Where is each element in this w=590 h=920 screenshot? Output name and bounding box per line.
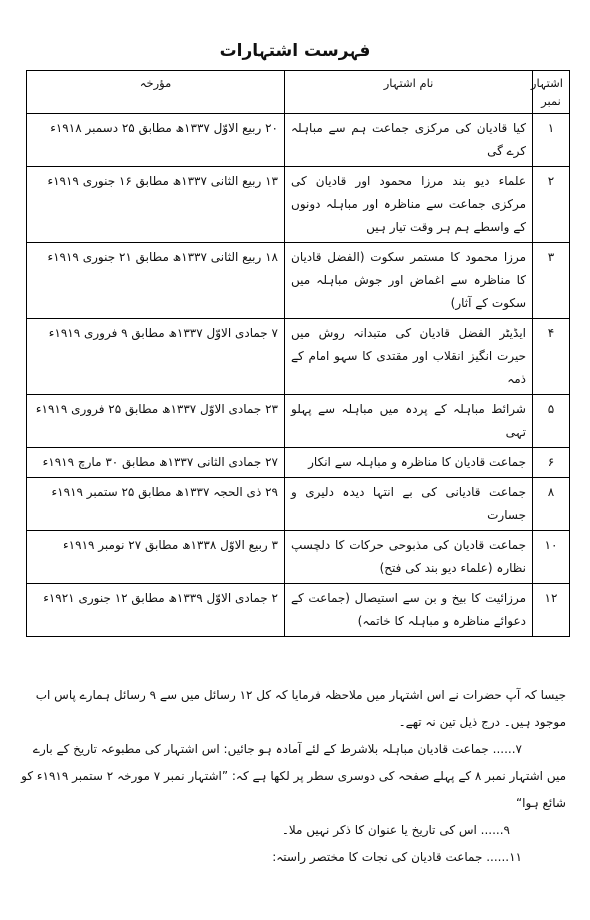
- row-number: ۴: [533, 319, 570, 395]
- row-number: ۱۰: [533, 531, 570, 584]
- table-row: [27, 531, 570, 584]
- row-number: ۵: [533, 395, 570, 448]
- notes-intro: جیسا کہ آپ حضرات نے اس اشتہار میں ملاحظہ فرمایا کہ کل ۱۲ رسائل میں سے ۹ رسائل ہمارے پاس اب موجود ہیں۔ درج ذیل تین نہ تھے۔: [35, 688, 566, 729]
- row-name: شرائط مباہلہ کے پردہ میں مباہلہ سے پہلو تہی: [285, 395, 533, 448]
- ads-table: [26, 70, 570, 637]
- row-date: ۳ ربیع الاوّل ۱۳۳۸ھ مطابق ۲۷ نومبر ۱۹۱۹ء: [27, 531, 285, 584]
- notes-section: [21, 682, 566, 871]
- row-number: ۸: [533, 478, 570, 531]
- row-date: ۷ جمادی الاوّل ۱۳۳۷ھ مطابق ۹ فروری ۱۹۱۹ء: [27, 319, 285, 395]
- row-name: کیا قادیان کی مرکزی جماعت ہم سے مباہلہ کرے گی: [285, 114, 533, 167]
- row-name: مرزا محمود کا مستمر سکوت (الفضل قادیان کا مناظرہ سے اغماض اور جوش مباہلہ میں سکوت کے آثار): [285, 243, 533, 319]
- row-name: جماعت قادیان کا مناظرہ و مباہلہ سے انکار: [285, 448, 533, 478]
- row-date: ۱۸ ربیع الثانی ۱۳۳۷ھ مطابق ۲۱ جنوری ۱۹۱۹ء: [27, 243, 285, 319]
- table-header-row: [27, 71, 570, 114]
- row-name: ایڈیٹر الفضل قادیان کی متبدانہ روش میں حیرت انگیز انقلاب اور مقتدی کا سہو امام کے ذمہ: [285, 319, 533, 395]
- row-date: ۲۳ جمادی الاوّل ۱۳۳۷ھ مطابق ۲۵ فروری ۱۹۱۹ء: [27, 395, 285, 448]
- row-number: ۳: [533, 243, 570, 319]
- table-row: [27, 478, 570, 531]
- col-header-date: مؤرخہ: [27, 71, 285, 114]
- col-header-name: نام اشتہار: [285, 71, 533, 114]
- note-item-7-continued: میں اشتہار نمبر ۸ کے پہلے صفحہ کی دوسری سطر پر لکھا ہے کہ: ”اشتہار نمبر ۷ مورخہ ۲ ستمبر ۱۹۱۹ء کو شائع ہوا“: [21, 769, 566, 810]
- table-row: [27, 584, 570, 637]
- col-header-number: اشتہار نمبر: [533, 71, 570, 114]
- row-number: ۱۲: [533, 584, 570, 637]
- row-number: ۱: [533, 114, 570, 167]
- table-row: [27, 243, 570, 319]
- row-name: مرزائیت کا بیخ و بن سے استیصال (جماعت کے دعوائے مناظرہ و مباہلہ کا خاتمہ): [285, 584, 533, 637]
- row-number: ۲: [533, 167, 570, 243]
- row-date: ۲۷ جمادی الثانی ۱۳۳۷ھ مطابق ۳۰ مارچ ۱۹۱۹ء: [27, 448, 285, 478]
- row-date: ۲۹ ذی الحجہ ۱۳۳۷ھ مطابق ۲۵ ستمبر ۱۹۱۹ء: [27, 478, 285, 531]
- table-row: [27, 114, 570, 167]
- row-date: ۲ جمادی الاوّل ۱۳۳۹ھ مطابق ۱۲ جنوری ۱۹۲۱ء: [27, 584, 285, 637]
- row-number: ۶: [533, 448, 570, 478]
- row-name: جماعت قادیان کی مذبوحی حرکات کا دلچسپ نظارہ (علماء دیو بند کی فتح): [285, 531, 533, 584]
- note-item-9: ۹...... اس کی تاریخ یا عنوان کا ذکر نہیں ملا۔: [281, 823, 510, 837]
- note-item-7: ۷...... جماعت قادیان مباہلہ بلاشرط کے لئے آمادہ ہو جائیں: اس اشتہار کی مطبوعہ تاریخ کے بارے: [32, 742, 522, 756]
- table-row: [27, 395, 570, 448]
- page-title: فہرست اشتہارات: [219, 41, 371, 61]
- table-row: [27, 167, 570, 243]
- table-row: [27, 319, 570, 395]
- row-name: علماء دیو بند مرزا محمود اور قادیان کی مرکزی جماعت سے مناظرہ اور مباہلہ دونوں کے واسطے ہم ہر وقت تیار ہیں: [285, 167, 533, 243]
- row-date: ۱۳ ربیع الثانی ۱۳۳۷ھ مطابق ۱۶ جنوری ۱۹۱۹ء: [27, 167, 285, 243]
- note-item-11: ۱۱...... جماعت قادیان کی نجات کا مختصر راستہ:: [272, 850, 522, 864]
- row-date: ۲۰ ربیع الاوّل ۱۳۳۷ھ مطابق ۲۵ دسمبر ۱۹۱۸ء: [27, 114, 285, 167]
- row-name: جماعت قادیانی کی بے انتہا دیدہ دلیری و جسارت: [285, 478, 533, 531]
- table-row: [27, 448, 570, 478]
